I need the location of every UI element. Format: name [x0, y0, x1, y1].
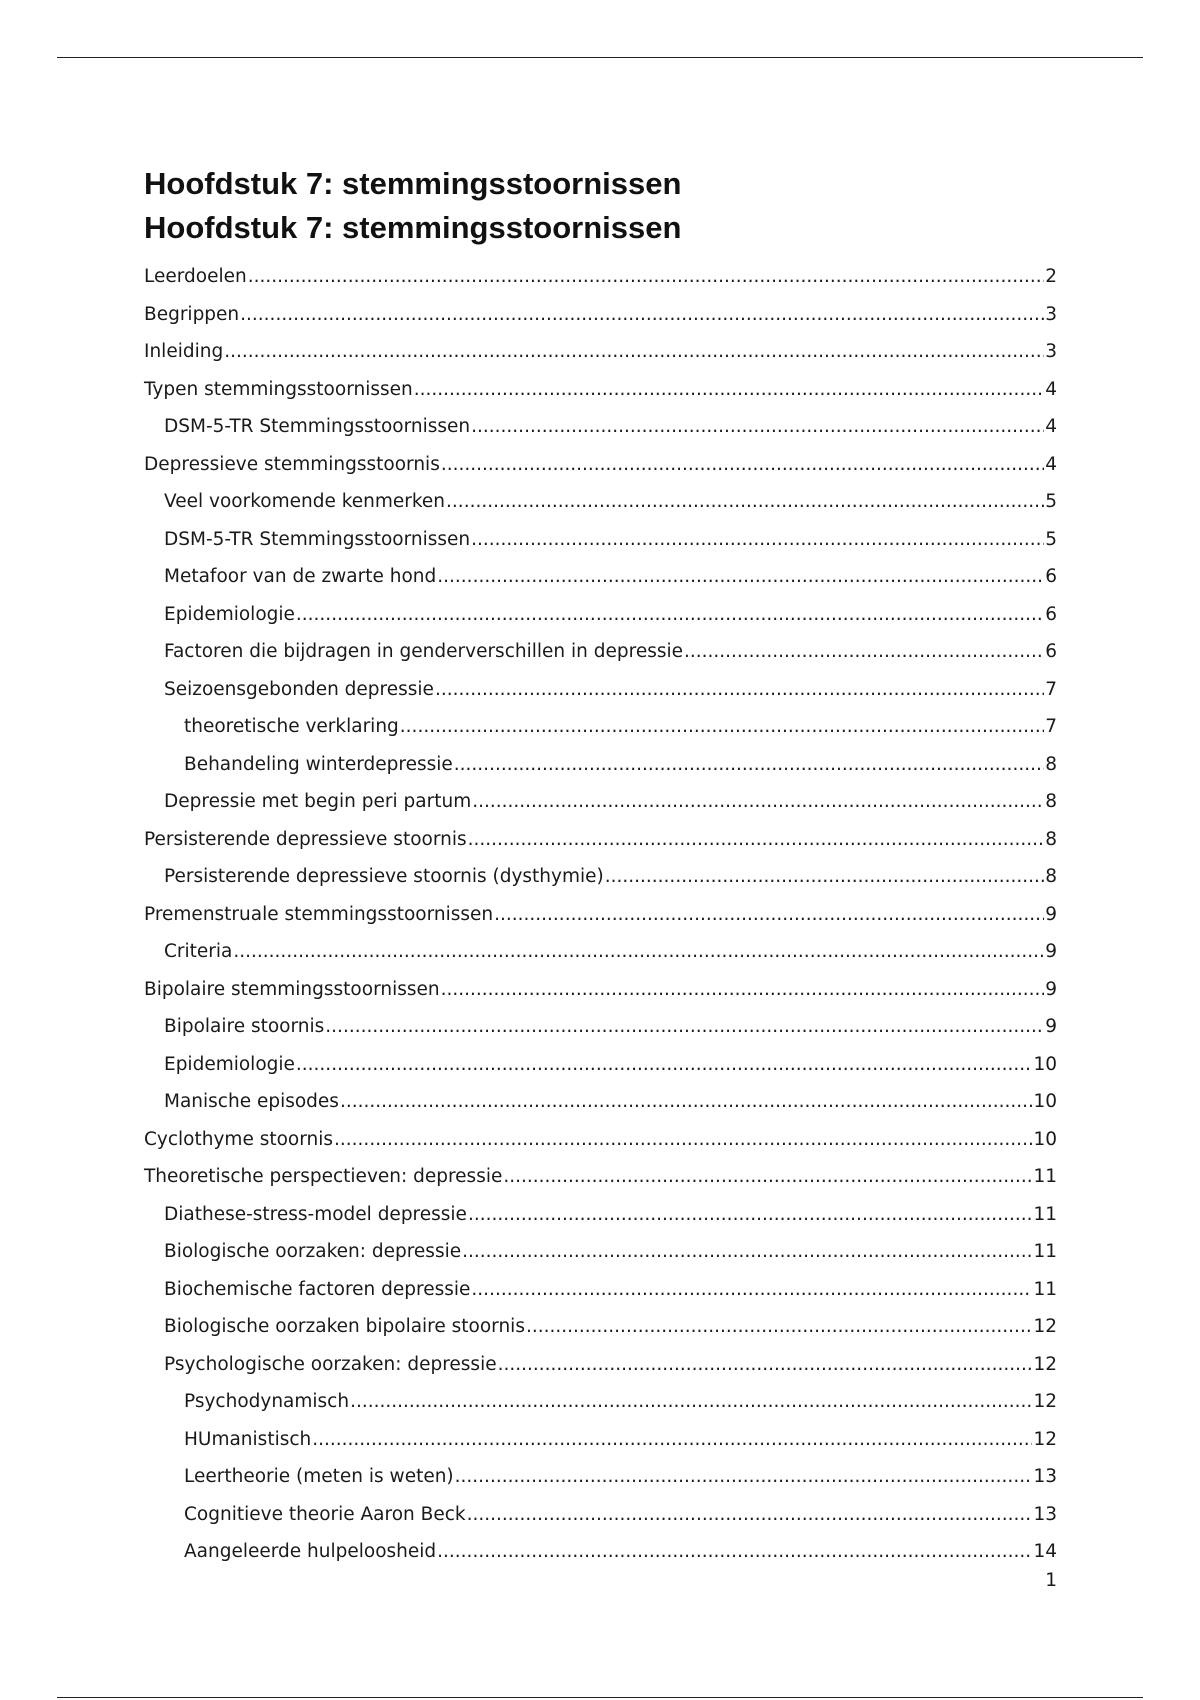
toc-entry-label: DSM-5-TR Stemmingsstoornissen	[164, 528, 471, 550]
toc-entry[interactable]	[144, 1233, 1057, 1271]
toc-dot-leader	[240, 296, 1044, 334]
toc-dot-leader	[350, 1383, 1032, 1421]
toc-entry-page: 3	[1045, 341, 1057, 362]
toc-dot-leader	[334, 1121, 1032, 1159]
document-body	[144, 162, 1057, 1571]
toc-dot-leader	[467, 1496, 1033, 1534]
toc-entry-page: 6	[1045, 566, 1057, 587]
toc-dot-leader	[471, 521, 1044, 559]
toc-entry-label: Bipolaire stoornis	[164, 1016, 325, 1037]
footer-rule	[57, 1697, 1143, 1698]
toc-dot-leader	[248, 258, 1045, 296]
toc-entry-page: 9	[1045, 978, 1057, 1000]
toc-dot-leader	[454, 746, 1044, 784]
chapter-title-repeat: Hoofdstuk 7: stemmingsstoornissen	[144, 210, 682, 245]
toc-entry-label: Persisterende depressieve stoornis (dysthymie)	[164, 866, 604, 887]
toc-entry-label: Inleiding	[144, 341, 224, 362]
toc-entry-label: Cognitieve theorie Aaron Beck	[184, 1503, 466, 1525]
toc-dot-leader	[455, 1458, 1033, 1496]
toc-entry-label: Depressie met begin peri partum	[164, 791, 472, 812]
toc-entry-label: Metafoor van de zwarte hond	[164, 566, 437, 587]
toc-dot-leader	[296, 596, 1044, 634]
toc-entry[interactable]	[144, 1496, 1057, 1534]
toc-entry-label: Psychologische oorzaken: depressie	[164, 1353, 497, 1375]
toc-entry-page: 6	[1045, 603, 1057, 625]
toc-dot-leader	[498, 1346, 1033, 1384]
toc-entry[interactable]	[144, 371, 1057, 409]
toc-entry[interactable]	[144, 783, 1057, 821]
toc-entry-page: 7	[1045, 678, 1057, 700]
chapter-title: Hoofdstuk 7: stemmingsstoornissen	[144, 166, 682, 201]
toc-entry-label: Begrippen	[144, 303, 240, 325]
toc-entry[interactable]	[144, 1158, 1057, 1196]
toc-dot-leader	[526, 1308, 1032, 1346]
toc-entry-label: Biologische oorzaken: depressie	[164, 1241, 462, 1262]
toc-entry-page: 8	[1045, 791, 1057, 812]
toc-entry-label: Premenstruale stemmingsstoornissen	[144, 903, 494, 925]
toc-dot-leader	[296, 1046, 1033, 1084]
toc-entry[interactable]	[144, 1196, 1057, 1234]
toc-entry-page: 7	[1045, 716, 1057, 737]
toc-entry[interactable]	[144, 1346, 1057, 1384]
toc-dot-leader	[468, 821, 1045, 859]
toc-entry-page: 13	[1033, 1466, 1057, 1487]
toc-entry-label: Cyclothyme stoornis	[144, 1128, 334, 1150]
toc-entry-label: Factoren die bijdragen in genderverschillen in depressie	[164, 641, 683, 662]
toc-entry[interactable]	[144, 296, 1057, 334]
page-number: 1	[1045, 1570, 1057, 1591]
toc-dot-leader	[503, 1158, 1032, 1196]
table-of-contents	[144, 258, 1057, 1571]
toc-dot-leader	[462, 1233, 1032, 1271]
toc-dot-leader	[468, 1196, 1033, 1234]
toc-entry-page: 8	[1045, 866, 1057, 887]
toc-entry[interactable]	[144, 933, 1057, 971]
toc-entry-page: 10	[1033, 1128, 1057, 1150]
toc-entry-page: 2	[1045, 266, 1057, 287]
toc-entry[interactable]	[144, 971, 1057, 1009]
toc-dot-leader	[471, 1271, 1032, 1309]
toc-entry[interactable]	[144, 1008, 1057, 1046]
toc-entry-label: theoretische verklaring	[184, 716, 399, 737]
toc-entry-page: 5	[1045, 491, 1057, 512]
toc-entry[interactable]	[144, 1083, 1057, 1121]
toc-entry[interactable]	[144, 258, 1057, 296]
toc-entry[interactable]	[144, 446, 1057, 484]
toc-dot-leader	[312, 1421, 1032, 1459]
toc-entry-page: 5	[1045, 528, 1057, 550]
toc-entry-label: Seizoensgebonden depressie	[164, 678, 434, 700]
toc-entry[interactable]	[144, 521, 1057, 559]
toc-dot-leader	[224, 333, 1044, 371]
toc-entry-label: Behandeling winterdepressie	[184, 753, 453, 775]
toc-entry-label: Persisterende depressieve stoornis	[144, 828, 467, 850]
toc-entry-label: Diathese-stress-model depressie	[164, 1203, 467, 1225]
toc-entry-page: 11	[1033, 1278, 1057, 1300]
toc-dot-leader	[494, 896, 1044, 934]
toc-entry-page: 13	[1033, 1503, 1057, 1525]
toc-entry-page: 10	[1033, 1053, 1057, 1075]
toc-entry-page: 14	[1033, 1541, 1057, 1562]
toc-entry-label: Theoretische perspectieven: depressie	[144, 1166, 503, 1187]
toc-dot-leader	[446, 483, 1044, 521]
toc-entry-page: 9	[1045, 1016, 1057, 1037]
header-rule	[57, 57, 1143, 58]
toc-entry-page: 8	[1045, 828, 1057, 850]
toc-entry[interactable]	[144, 1308, 1057, 1346]
toc-entry-page: 12	[1033, 1428, 1057, 1450]
toc-entry[interactable]	[144, 558, 1057, 596]
toc-entry-page: 6	[1045, 641, 1057, 662]
toc-entry[interactable]	[144, 1121, 1057, 1159]
toc-entry-page: 11	[1033, 1203, 1057, 1225]
toc-entry-page: 12	[1033, 1316, 1057, 1337]
toc-entry-label: HUmanistisch	[184, 1428, 312, 1450]
toc-entry-label: Epidemiologie	[164, 603, 295, 625]
toc-entry[interactable]	[144, 633, 1057, 671]
toc-dot-leader	[471, 408, 1044, 446]
toc-entry[interactable]	[144, 746, 1057, 784]
toc-dot-leader	[437, 1533, 1032, 1571]
toc-entry-page: 3	[1045, 303, 1057, 325]
toc-entry-page: 12	[1033, 1353, 1057, 1375]
toc-entry[interactable]	[144, 1271, 1057, 1309]
toc-entry[interactable]	[144, 896, 1057, 934]
toc-dot-leader	[233, 933, 1044, 971]
toc-entry-label: DSM-5-TR Stemmingsstoornissen	[164, 416, 471, 437]
toc-entry-page: 9	[1045, 941, 1057, 962]
toc-dot-leader	[441, 446, 1044, 484]
toc-dot-leader	[437, 558, 1044, 596]
toc-entry[interactable]	[144, 821, 1057, 859]
toc-entry-label: Biochemische factoren depressie	[164, 1278, 471, 1300]
toc-entry[interactable]	[144, 671, 1057, 709]
toc-entry-page: 4	[1045, 453, 1057, 475]
toc-dot-leader	[400, 708, 1044, 746]
toc-dot-leader	[435, 671, 1044, 709]
toc-entry-label: Aangeleerde hulpeloosheid	[184, 1541, 437, 1562]
toc-entry[interactable]	[144, 483, 1057, 521]
toc-dot-leader	[472, 783, 1044, 821]
toc-entry-page: 12	[1033, 1391, 1057, 1412]
toc-dot-leader	[414, 371, 1044, 409]
toc-entry[interactable]	[144, 858, 1057, 896]
toc-entry-page: 11	[1033, 1241, 1057, 1262]
toc-entry-label: Veel voorkomende kenmerken	[164, 491, 446, 512]
toc-entry-page: 11	[1033, 1166, 1057, 1187]
toc-dot-leader	[340, 1083, 1033, 1121]
toc-entry-label: Criteria	[164, 941, 233, 962]
toc-entry-page: 10	[1033, 1091, 1057, 1112]
toc-entry-page: 4	[1045, 378, 1057, 400]
toc-entry-label: Manische episodes	[164, 1091, 339, 1112]
toc-entry-label: Epidemiologie	[164, 1053, 295, 1075]
toc-entry-page: 4	[1045, 416, 1057, 437]
toc-entry-label: Bipolaire stemmingsstoornissen	[144, 978, 440, 1000]
toc-entry-label: Leertheorie (meten is weten)	[184, 1466, 454, 1487]
toc-entry[interactable]	[144, 596, 1057, 634]
toc-entry[interactable]	[144, 408, 1057, 446]
toc-dot-leader	[325, 1008, 1044, 1046]
toc-entry-label: Depressieve stemmingsstoornis	[144, 453, 440, 475]
toc-entry-label: Psychodynamisch	[184, 1391, 350, 1412]
toc-entry[interactable]	[144, 708, 1057, 746]
toc-dot-leader	[684, 633, 1044, 671]
toc-entry[interactable]	[144, 1533, 1057, 1571]
toc-dot-leader	[441, 971, 1045, 1009]
toc-entry[interactable]	[144, 333, 1057, 371]
toc-entry[interactable]	[144, 1421, 1057, 1459]
toc-entry-page: 8	[1045, 753, 1057, 775]
toc-entry-label: Leerdoelen	[144, 266, 247, 287]
toc-entry[interactable]	[144, 1458, 1057, 1496]
toc-dot-leader	[605, 858, 1044, 896]
toc-entry-label: Typen stemmingsstoornissen	[144, 378, 413, 400]
toc-entry-label: Biologische oorzaken bipolaire stoornis	[164, 1316, 525, 1337]
toc-entry[interactable]	[144, 1383, 1057, 1421]
toc-entry[interactable]	[144, 1046, 1057, 1084]
toc-entry-page: 9	[1045, 903, 1057, 925]
